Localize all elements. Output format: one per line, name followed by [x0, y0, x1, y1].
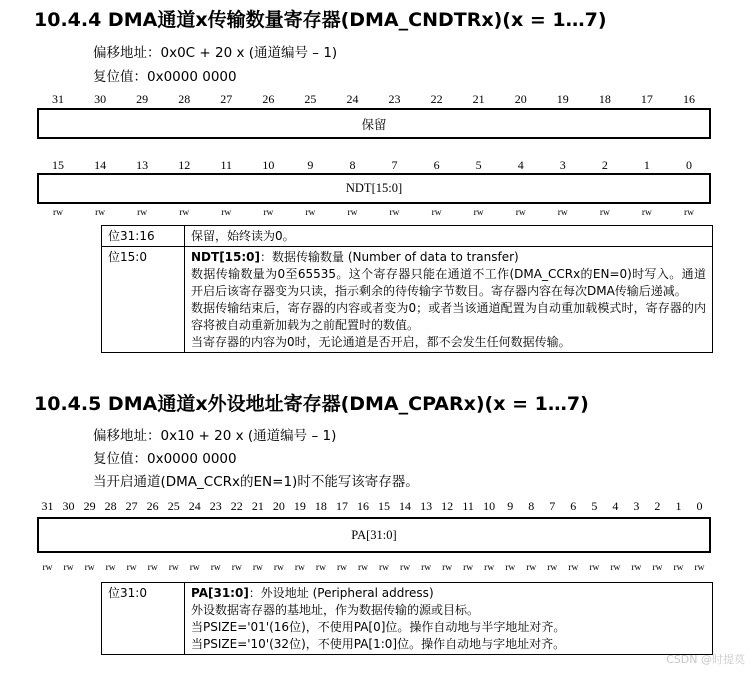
- bit-number: 13: [136, 158, 149, 172]
- bit-number: 22: [230, 499, 243, 513]
- bit-description: 保留，始终读为0。: [185, 226, 713, 247]
- access-row-cpar: [37, 563, 710, 575]
- access-label: rw: [431, 208, 442, 218]
- access-label: rw: [63, 563, 74, 573]
- access-label: rw: [505, 563, 516, 573]
- field-name: PA[31:0]: [191, 586, 249, 600]
- access-label: rw: [305, 208, 316, 218]
- bit-number: 23: [209, 499, 222, 513]
- bit-number: 24: [346, 92, 359, 106]
- bit-number: 24: [188, 499, 201, 513]
- bit-number: 9: [507, 499, 514, 513]
- bit-number: 11: [462, 499, 474, 513]
- bit-number: 25: [167, 499, 180, 513]
- access-label: rw: [652, 563, 663, 573]
- register-field-pa: PA[31:0]: [37, 517, 711, 553]
- bit-number: 8: [349, 158, 356, 172]
- access-label: rw: [357, 563, 368, 573]
- bit-number: 2: [601, 158, 608, 172]
- access-label: rw: [589, 563, 600, 573]
- bit-number: 18: [314, 499, 327, 513]
- bit-number: 7: [391, 158, 398, 172]
- access-label: rw: [568, 563, 579, 573]
- field-desc: ：外设地址 (Peripheral address): [248, 586, 434, 600]
- access-label: rw: [84, 563, 95, 573]
- bit-number: 15: [52, 158, 65, 172]
- access-label: rw: [463, 563, 474, 573]
- access-label: rw: [599, 208, 610, 218]
- access-label: rw: [42, 563, 53, 573]
- access-label: rw: [95, 208, 106, 218]
- desc-paragraph: 外设数据寄存器的基地址，作为数据传输的源或目标。: [191, 603, 480, 617]
- access-label: rw: [631, 563, 642, 573]
- bit-number: 7: [549, 499, 556, 513]
- bit-number: 18: [598, 92, 611, 106]
- bit-position: 位31:0: [102, 583, 185, 655]
- access-label: rw: [400, 563, 411, 573]
- access-label: rw: [484, 563, 495, 573]
- bit-position: 位31:16: [102, 226, 185, 247]
- offset-address-cpar: 偏移地址：0x10 + 20 x (通道编号 – 1): [93, 428, 337, 444]
- bit-number: 19: [556, 92, 569, 106]
- bit-description: [185, 247, 713, 353]
- bit-number: 17: [335, 499, 348, 513]
- access-label: rw: [610, 563, 621, 573]
- access-label: rw: [294, 563, 305, 573]
- bit-number: 2: [654, 499, 661, 513]
- access-label: rw: [442, 563, 453, 573]
- access-label: rw: [347, 208, 358, 218]
- bit-position: 位15:0: [102, 247, 185, 353]
- access-label: rw: [673, 563, 684, 573]
- bit-number: 3: [559, 158, 566, 172]
- bit-number: 30: [94, 92, 107, 106]
- bit-number: 10: [483, 499, 496, 513]
- section-title-cpar: 10.4.5 DMA通道x外设地址寄存器(DMA_CPARx)(x = 1…7): [34, 393, 589, 415]
- bit-number: 0: [685, 158, 692, 172]
- access-label: rw: [547, 563, 558, 573]
- bit-description: [185, 583, 713, 655]
- bit-number: 8: [528, 499, 535, 513]
- reset-value-cndtr: 复位值：0x0000 0000: [93, 69, 237, 85]
- bit-number: 5: [591, 499, 598, 513]
- write-note: 当开启通道(DMA_CCRx的EN=1)时不能写该寄存器。: [93, 474, 419, 490]
- access-label: rw: [694, 563, 705, 573]
- bit-number: 27: [220, 92, 233, 106]
- bit-number: 27: [125, 499, 138, 513]
- bit-number: 12: [178, 158, 191, 172]
- bit-number: 4: [517, 158, 524, 172]
- bit-number: 26: [262, 92, 275, 106]
- bit-description-table-cndtr: [101, 225, 713, 353]
- bit-number: 0: [696, 499, 703, 513]
- bit-number: 29: [136, 92, 149, 106]
- table-row: [102, 247, 713, 353]
- bit-number: 3: [633, 499, 640, 513]
- offset-address-cndtr: 偏移地址：0x0C + 20 x (通道编号 – 1): [93, 45, 338, 61]
- bit-number: 22: [430, 92, 443, 106]
- bit-numbers-low: [37, 158, 710, 174]
- reset-value-cpar: 复位值：0x0000 0000: [93, 451, 237, 467]
- access-label: rw: [189, 563, 200, 573]
- desc-paragraph: 数据传输结束后，寄存器的内容或者变为0；或者当该通道配置为自动重加载模式时，寄存器的内容将被自动重新加载为之前配置时的数值。: [191, 301, 706, 332]
- bit-number: 17: [640, 92, 653, 106]
- bit-number: 21: [251, 499, 264, 513]
- bit-number: 19: [293, 499, 306, 513]
- access-label: rw: [336, 563, 347, 573]
- table-row: [102, 583, 713, 655]
- bit-number: 30: [62, 499, 75, 513]
- field-name: NDT[15:0]: [191, 250, 261, 264]
- bit-number: 15: [378, 499, 391, 513]
- table-row: [102, 226, 713, 247]
- access-label: rw: [557, 208, 568, 218]
- access-row-cndtr: [37, 208, 710, 220]
- bit-description-table-cpar: [101, 582, 713, 655]
- desc-paragraph: 数据传输数量为0至65535。这个寄存器只能在通道不工作(DMA_CCRx的EN=0)时写入。通道开启后该寄存器变为只读，指示剩余的待传输字节数目。寄存器内容在每次DMA传输后递减。: [191, 267, 706, 298]
- section-title-cndtr: 10.4.4 DMA通道x传输数量寄存器(DMA_CNDTRx)(x = 1…7): [34, 9, 607, 31]
- bit-number: 20: [514, 92, 527, 106]
- access-label: rw: [389, 208, 400, 218]
- access-label: rw: [126, 563, 137, 573]
- bit-number: 29: [83, 499, 96, 513]
- bit-numbers-high: [37, 92, 710, 108]
- access-label: rw: [137, 208, 148, 218]
- desc-paragraph: 当PSIZE='10'(32位)，不使用PA[1:0]位。操作自动地与字地址对齐。: [191, 637, 566, 651]
- access-label: rw: [168, 563, 179, 573]
- access-label: rw: [473, 208, 484, 218]
- bit-number: 1: [643, 158, 650, 172]
- access-label: rw: [683, 208, 694, 218]
- bit-number: 28: [178, 92, 191, 106]
- desc-paragraph: 当PSIZE='01'(16位)，不使用PA[0]位。操作自动地与半字地址对齐。: [191, 620, 566, 634]
- bit-number: 23: [388, 92, 401, 106]
- access-label: rw: [221, 208, 232, 218]
- access-label: rw: [53, 208, 64, 218]
- field-desc: ：数据传输数量 (Number of data to transfer): [260, 250, 519, 264]
- access-label: rw: [147, 563, 158, 573]
- bit-number: 21: [472, 92, 485, 106]
- access-label: rw: [379, 563, 390, 573]
- bit-numbers-32: [37, 499, 710, 515]
- bit-number: 25: [304, 92, 317, 106]
- bit-number: 6: [570, 499, 577, 513]
- bit-number: 6: [433, 158, 440, 172]
- bit-number: 11: [220, 158, 233, 172]
- access-label: rw: [526, 563, 537, 573]
- access-label: rw: [179, 208, 190, 218]
- bit-number: 5: [475, 158, 482, 172]
- bit-number: 31: [52, 92, 65, 106]
- bit-number: 14: [94, 158, 107, 172]
- register-field-ndt: NDT[15:0]: [37, 173, 711, 204]
- access-label: rw: [263, 208, 274, 218]
- access-label: rw: [421, 563, 432, 573]
- desc-paragraph: 当寄存器的内容为0时，无论通道是否开启，都不会发生任何数据传输。: [191, 335, 571, 349]
- access-label: rw: [641, 208, 652, 218]
- bit-number: 16: [682, 92, 695, 106]
- bit-number: 14: [399, 499, 412, 513]
- access-label: rw: [252, 563, 263, 573]
- bit-number: 31: [41, 499, 54, 513]
- bit-number: 12: [441, 499, 454, 513]
- bit-number: 26: [146, 499, 159, 513]
- bit-number: 13: [420, 499, 433, 513]
- access-label: rw: [231, 563, 242, 573]
- watermark: CSDN @时提莫: [666, 653, 745, 666]
- access-label: rw: [210, 563, 221, 573]
- access-label: rw: [515, 208, 526, 218]
- bit-number: 28: [104, 499, 117, 513]
- register-field-reserved: 保留: [37, 108, 711, 139]
- bit-number: 4: [612, 499, 619, 513]
- bit-number: 10: [262, 158, 275, 172]
- access-label: rw: [105, 563, 116, 573]
- bit-number: 20: [272, 499, 285, 513]
- access-label: rw: [273, 563, 284, 573]
- access-label: rw: [315, 563, 326, 573]
- bit-number: 16: [356, 499, 369, 513]
- bit-number: 1: [675, 499, 682, 513]
- bit-number: 9: [307, 158, 314, 172]
